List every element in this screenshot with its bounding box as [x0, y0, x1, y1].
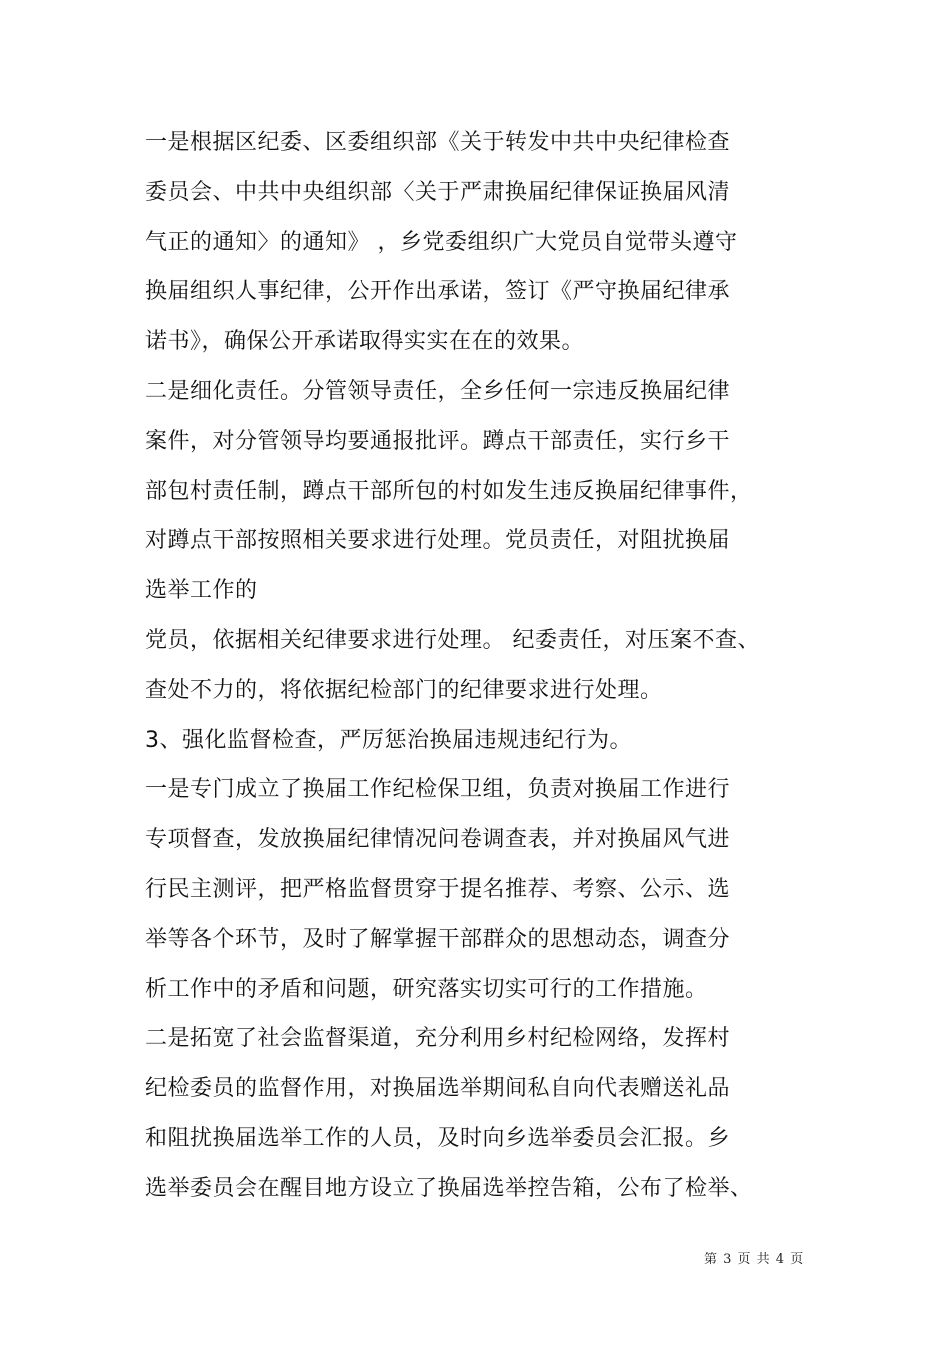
text-line: 部包村责任制，蹲点干部所包的村如发生违反换届纪律事件， — [145, 478, 753, 504]
text-line: 查处不力的，将依据纪检部门的纪律要求进行处理。 — [145, 677, 663, 703]
text-line: 选举工作的 — [145, 578, 258, 604]
text-line: 和阻扰换届选举工作的人员，及时向乡选举委员会汇报。乡 — [145, 1125, 731, 1151]
text-line: 诺书》，确保公开承诺取得实实在在的效果。 — [145, 329, 585, 355]
text-line: 委员会、中共中央组织部〈关于严肃换届纪律保证换届风清 — [145, 179, 731, 205]
text-line: 换届组织人事纪律，公开作出承诺，签订《严守换届纪律承 — [145, 279, 731, 305]
text-line: 行民主测评，把严格监督贯穿于提名推荐、考察、公示、选 — [145, 876, 731, 902]
text-line: 选举委员会在醒目地方设立了换届选举控告箱，公布了检举、 — [145, 1175, 753, 1201]
text-line: 党员，依据相关纪律要求进行处理。 纪委责任，对压案不查、 — [145, 627, 760, 653]
text-line: 一是专门成立了换届工作纪检保卫组，负责对换届工作进行 — [145, 777, 731, 803]
text-line: 专项督查，发放换届纪律情况问卷调查表，并对换届风气进 — [145, 827, 731, 853]
text-line: 二是细化责任。分管领导责任，全乡任何一宗违反换届纪律 — [145, 378, 731, 404]
section-heading: 3、强化监督检查，严厉惩治换届违规违纪行为。 — [145, 727, 632, 753]
text-line: 举等各个环节，及时了解掌握干部群众的思想动态，调查分 — [145, 926, 731, 952]
text-line: 一是根据区纪委、区委组织部《关于转发中共中央纪律检查 — [145, 130, 731, 155]
page-number-footer: 第 3 页 共 4 页 — [704, 1252, 805, 1267]
text-line: 析工作中的矛盾和问题，研究落实切实可行的工作措施。 — [145, 976, 708, 1002]
text-line: 气正的通知〉的通知》 ，乡党委组织广大党员自觉带头遵守 — [145, 229, 738, 255]
text-line: 纪检委员的监督作用，对换届选举期间私自向代表赠送礼品 — [145, 1076, 731, 1102]
text-line: 对蹲点干部按照相关要求进行处理。党员责任，对阻扰换届 — [145, 528, 731, 554]
text-line: 案件，对分管领导均要通报批评。蹲点干部责任，实行乡干 — [145, 428, 731, 454]
text-line: 二是拓宽了社会监督渠道，充分利用乡村纪检网络，发挥村 — [145, 1026, 731, 1052]
document-body — [145, 118, 825, 1214]
